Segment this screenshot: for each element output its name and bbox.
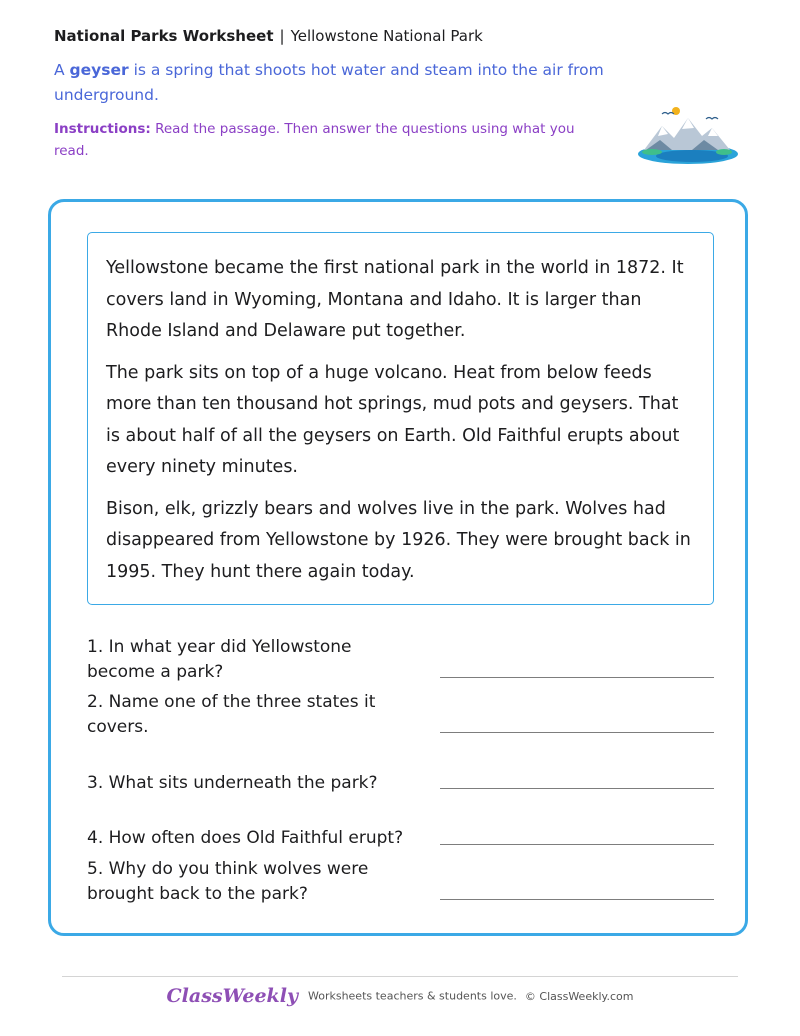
answer-line-2[interactable] bbox=[440, 732, 714, 733]
passage-paragraph: Bison, elk, grizzly bears and wolves live in the park. Wolves had disappeared from Yellowstone by 1926. They were brought back in 1995. They hunt there again today. bbox=[106, 498, 691, 582]
answer-line-5[interactable] bbox=[440, 899, 714, 900]
worksheet-subtitle: Yellowstone National Park bbox=[290, 27, 483, 45]
question-3: 3. What sits underneath the park? bbox=[87, 773, 378, 793]
definition-article: A bbox=[54, 61, 65, 79]
answer-line-4[interactable] bbox=[440, 844, 714, 845]
reading-passage bbox=[87, 232, 714, 605]
footer bbox=[0, 985, 800, 1007]
instructions-label: Instructions: bbox=[54, 121, 151, 137]
passage-paragraph: Yellowstone became the first national park in the world in 1872. It covers land in Wyoming, Montana and Idaho. It is larger than Rhode Island and Delaware put together. bbox=[106, 258, 684, 341]
worksheet-header bbox=[54, 26, 654, 46]
brand-logo: ClassWeekly bbox=[166, 985, 298, 1007]
definition-text: is a spring that shoots hot water and steam into the air from underground. bbox=[54, 61, 604, 104]
question-2: 2. Name one of the three states it covers. bbox=[87, 692, 376, 737]
footer-tagline: Worksheets teachers & students love. bbox=[307, 989, 517, 1003]
answer-line-3[interactable] bbox=[440, 788, 714, 789]
question-4: 4. How often does Old Faithful erupt? bbox=[87, 828, 404, 848]
answer-line-1[interactable] bbox=[440, 677, 714, 678]
instructions bbox=[54, 118, 594, 162]
question-5: 5. Why do you think wolves were brought back to the park? bbox=[87, 859, 369, 904]
instructions-text: Read the passage. Then answer the questions using what you read. bbox=[54, 121, 575, 159]
header-separator: | bbox=[279, 27, 285, 45]
mountain-lake-icon bbox=[632, 104, 742, 168]
definition-term: geyser bbox=[69, 61, 129, 79]
passage-paragraph: The park sits on top of a huge volcano. Heat from below feeds more than ten thousand hot springs, mud pots and geysers. That is about half of all the geysers on Earth. Old Faithful erupts about every ninety minutes. bbox=[106, 362, 680, 477]
question-1: 1. In what year did Yellowstone become a park? bbox=[87, 637, 352, 682]
worksheet-title: National Parks Worksheet bbox=[54, 27, 274, 45]
footer-divider bbox=[62, 976, 738, 977]
geyser-definition bbox=[54, 58, 614, 108]
footer-copyright: © ClassWeekly.com bbox=[524, 989, 634, 1003]
